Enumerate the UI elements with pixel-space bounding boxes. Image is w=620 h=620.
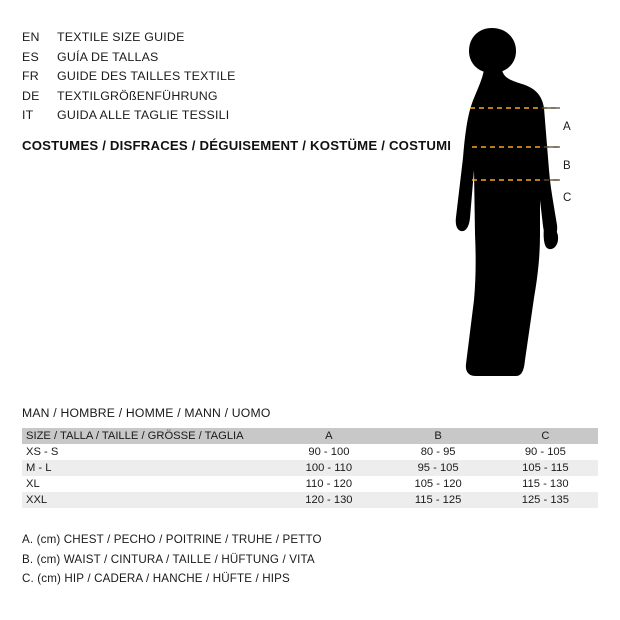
cell-hip: 115 - 130: [522, 478, 569, 490]
size-table-head: [22, 428, 598, 444]
language-code-fr: FR: [22, 69, 39, 83]
column-header-size: SIZE / TALLA / TAILLE / GRÖSSE / TAGLIA: [26, 430, 244, 442]
language-code-it: IT: [22, 108, 34, 122]
table-row: [22, 444, 598, 460]
cell-waist: 115 - 125: [414, 494, 462, 506]
size-table-body: [22, 444, 598, 508]
language-row-it: [22, 108, 422, 128]
legend-item-b: B. (cm) WAIST / CINTURA / TAILLE / HÜFTUNG / VITA: [22, 552, 315, 566]
language-text-it: GUIDA ALLE TAGLIE TESSILI: [57, 108, 230, 122]
language-code-en: EN: [22, 30, 40, 44]
table-row: [22, 476, 598, 492]
marker-label-c: C: [563, 192, 572, 204]
category-line: COSTUMES / DISFRACES / DÉGUISEMENT / KOSTÜME / COSTUMI: [22, 138, 452, 153]
cell-chest: 90 - 100: [308, 446, 350, 458]
size-table: [22, 428, 598, 508]
marker-label-a: A: [563, 121, 571, 133]
cell-size: XS - S: [26, 446, 59, 458]
language-list: [22, 30, 422, 128]
legend-item-a: A. (cm) CHEST / PECHO / POITRINE / TRUHE / PETTO: [22, 533, 322, 546]
table-header-row: [22, 428, 598, 444]
language-row-fr: [22, 69, 422, 89]
cell-hip: 125 - 135: [521, 494, 569, 506]
cell-waist: 80 - 95: [420, 446, 456, 458]
language-row-en: [22, 30, 422, 50]
legend-item-c: C. (cm) HIP / CADERA / HANCHE / HÜFTE / HIPS: [22, 572, 290, 585]
figure-illustration: [430, 20, 600, 390]
cell-hip: 90 - 105: [524, 446, 566, 458]
cell-hip: 105 - 115: [522, 462, 569, 474]
section-title: MAN / HOMBRE / HOMME / MANN / UOMO: [22, 406, 271, 420]
column-header-b: B: [434, 430, 442, 442]
language-text-de: TEXTILGRÖßENFÜHRUNG: [57, 88, 218, 103]
table-row: [22, 492, 598, 508]
table-row: [22, 460, 598, 476]
language-row-de: [22, 89, 422, 109]
column-header-c: C: [541, 430, 550, 442]
language-code-de: DE: [22, 88, 40, 103]
language-row-es: [22, 50, 422, 70]
cell-size: XL: [26, 478, 40, 490]
cell-waist: 95 - 105: [417, 462, 459, 474]
cell-chest: 100 - 110: [305, 462, 353, 474]
cell-chest: 110 - 120: [305, 478, 353, 490]
cell-size: M - L: [26, 462, 52, 474]
cell-waist: 105 - 120: [414, 478, 462, 490]
cell-size: XXL: [26, 494, 48, 506]
language-text-es: GUÍA DE TALLAS: [57, 49, 159, 64]
body-silhouette-icon: [430, 20, 600, 390]
marker-label-b: B: [563, 160, 571, 172]
language-text-en: TEXTILE SIZE GUIDE: [57, 30, 185, 44]
cell-chest: 120 - 130: [305, 494, 353, 506]
legend: [22, 530, 322, 589]
language-text-fr: GUIDE DES TAILLES TEXTILE: [57, 69, 236, 83]
column-header-a: A: [325, 430, 333, 442]
language-code-es: ES: [22, 49, 39, 64]
